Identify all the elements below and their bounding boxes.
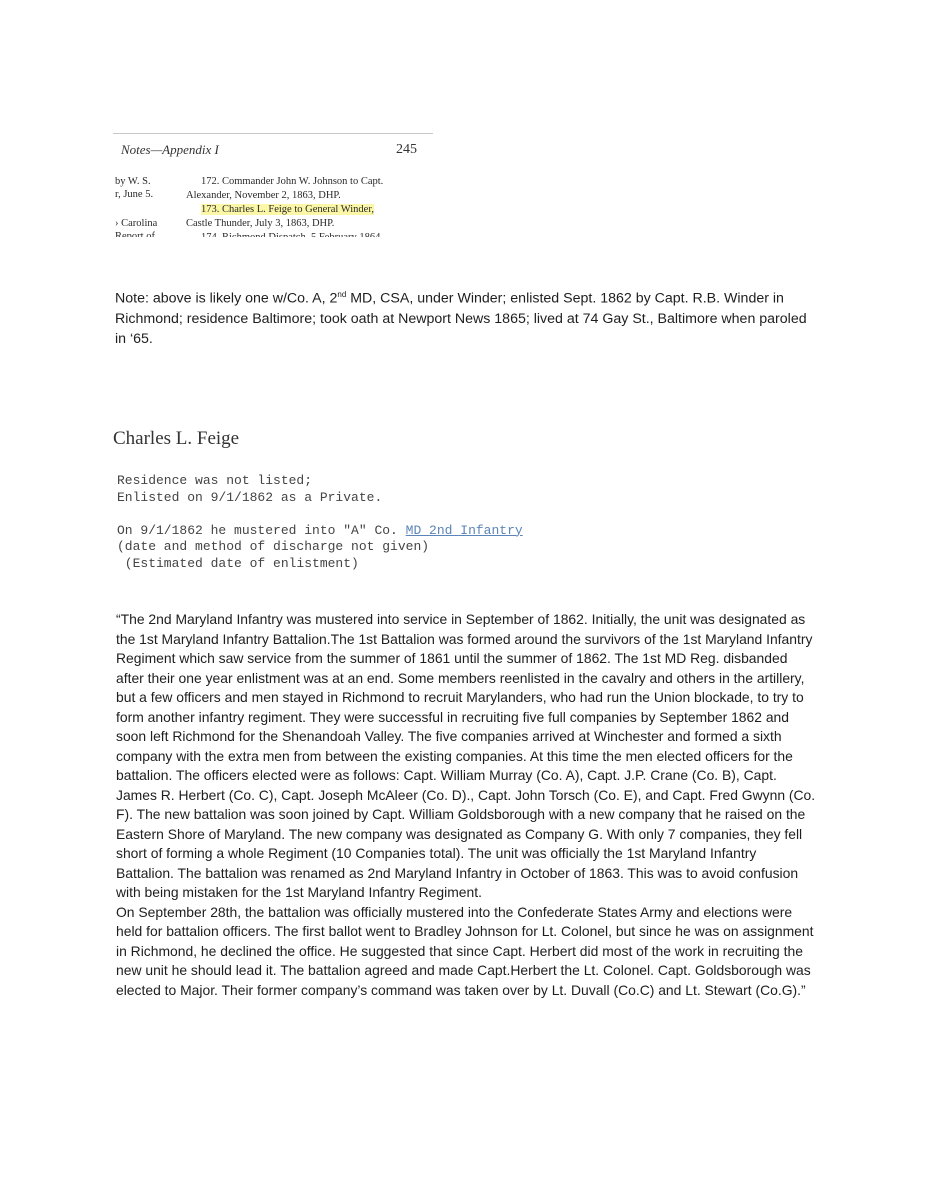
- unit-link[interactable]: MD 2nd Infantry: [405, 522, 523, 538]
- note-rest: MD, CSA, under Winder; enlisted Sept. 1862 by Capt. R.B. Winder in Richmond; residence Baltimore; took oath at Newport News 1865; lived at 74 Gay St., Baltimore when paroled in ‘65.: [115, 290, 807, 347]
- clipping-left-line: by W. S.: [115, 176, 151, 187]
- scanned-clipping: [113, 133, 433, 243]
- clipping-note-line: Alexander, November 2, 1863, DHP.: [186, 190, 341, 201]
- record-estimated: (Estimated date of enlistment): [117, 555, 359, 571]
- clipping-page-number: 245: [396, 142, 417, 157]
- note-prefix: Note: above is likely one w/Co. A, 2: [115, 290, 338, 307]
- clipping-note-line-highlighted: [201, 204, 374, 215]
- history-paragraph: On September 28th, the battalion was officially mustered into the Confederate States Army and elections were held for battalion officers. The first ballot went to Bradley Johnson for Lt. Colonel, but since he was on assignment in Richmond, he declined the office. He suggested that since Capt. Herbert did most of the work in recruiting the new unit he should lead it. The battalion agreed and made Capt.Herbert the Lt. Colonel. Capt. Goldsborough was elected to Major. Their former company’s command was taken over by Lt. Duvall (Co.C) and Lt. Stewart (Co.G).”: [116, 903, 814, 998]
- record-discharge: (date and method of discharge not given): [117, 539, 430, 554]
- record-mustered: On 9/1/1862 he mustered into "A" Co.: [117, 522, 406, 538]
- unit-history: [116, 610, 816, 1000]
- clipping-left-line: › Carolina: [115, 218, 158, 229]
- record-residence: Residence was not listed;: [117, 473, 313, 488]
- clipping-left-line: r, June 5.: [115, 189, 154, 200]
- clipping-header-title: Notes—Appendix I: [121, 142, 219, 157]
- note-superscript: nd: [337, 290, 347, 299]
- service-record: [117, 473, 523, 572]
- clipping-note-line: 172. Commander John W. Johnson to Capt.: [201, 176, 384, 187]
- record-enlisted: Enlisted on 9/1/1862 as a Private.: [117, 489, 383, 505]
- clipping-note-line: Castle Thunder, July 3, 1863, DHP.: [186, 218, 335, 229]
- history-paragraph: “The 2nd Maryland Infantry was mustered into service in September of 1862. Initially, the unit was designated as the 1st Maryland Infantry Battalion.The 1st Battalion was formed around the survivors of the 1st Maryland Infantry Regiment which saw service from the summer of 1861 until the summer of 1862. The 1st MD Reg. disbanded after their one year enlistment was at an end. Some members reenlisted in the cavalry and others in the artillery, but a few officers and men stayed in Richmond to recruit Marylanders, who had run the Union blockade, to try to form another infantry regiment. They were successful in recruiting five full companies by September 1862 and soon left Richmond for the Shenandoah Valley. The five companies arrived at Winchester and formed a sixth company with the extra men from between the existing companies. At this time the men elected officers for the battalion. The officers elected were as follows: Capt. William Murray (Co. A), Capt. J.P. Crane (Co. B), Capt. James R. Herbert (Co. C), Capt. Joseph McAleer (Co. D)., Capt. John Torsch (Co. E), and Capt. Fred Gwynn (Co. F). The new battalion was soon joined by Capt. William Goldsborough with a new company that he raised on the Eastern Shore of Maryland. The new company was designated as Company G. With only 7 companies, they fell short of forming a whole Regiment (10 Companies total). The unit was officially the 1st Maryland Infantry Battalion. The battalion was renamed as 2nd Maryland Infantry in October of 1863. This was to avoid confusion with being mistaken for the 1st Maryland Infantry Regiment.: [116, 611, 816, 900]
- note-paragraph: [115, 285, 815, 349]
- clipping-cut-edge: [113, 237, 433, 243]
- clipping-rule: [113, 133, 433, 134]
- highlighted-citation: 173. Charles L. Feige to General Winder,: [201, 204, 375, 215]
- clipping-header: [121, 142, 421, 158]
- soldier-name-heading: Charles L. Feige: [113, 428, 240, 449]
